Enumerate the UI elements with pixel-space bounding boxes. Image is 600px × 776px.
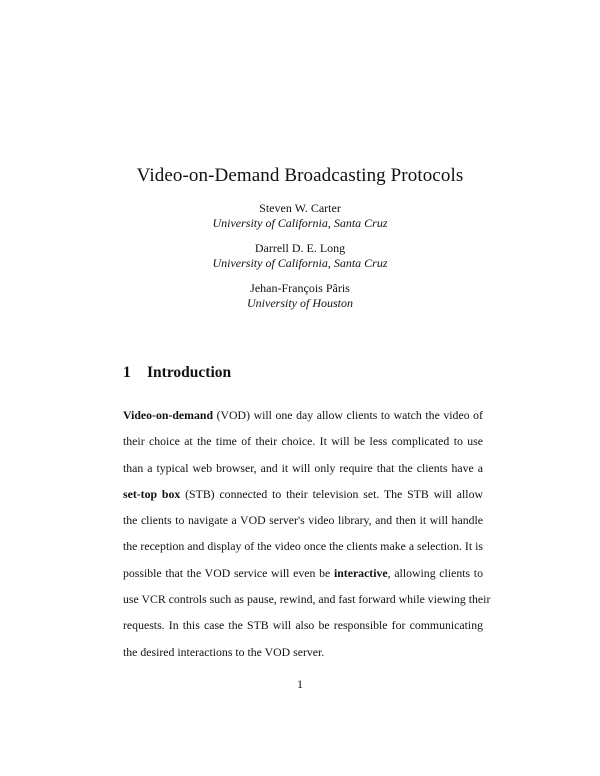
- author-block: [0, 241, 600, 271]
- bold-term: set-top box: [123, 486, 181, 501]
- line-text: their choice at the time of their choice. It will be less complicated to use: [123, 434, 483, 449]
- line-text: (STB) connected to their television set. The STB will allow: [180, 486, 483, 501]
- paper-title: Video-on-Demand Broadcasting Protocols: [136, 165, 464, 186]
- line-text: the clients to navigate a VOD server's video library, and then it will handle: [123, 513, 483, 528]
- line-text: (VOD) will one day allow clients to watch the video of: [213, 408, 483, 422]
- paragraph-line: [123, 560, 483, 586]
- paragraph-line: [123, 639, 483, 665]
- author-name: Darrell D. E. Long: [254, 241, 346, 255]
- paragraph-line: [123, 481, 483, 507]
- section-heading: [123, 364, 231, 382]
- author-affiliation: University of California, Santa Cruz: [212, 216, 388, 230]
- author-block: [0, 281, 600, 311]
- line-text: use VCR controls such as pause, rewind, and fast forward while viewing their: [123, 592, 491, 607]
- line-text: the desired interactions to the VOD server.: [123, 644, 325, 659]
- paragraph-line: [123, 507, 483, 533]
- section-number: 1: [123, 364, 131, 381]
- intro-paragraph: [123, 402, 491, 665]
- bold-term: Video-on-demand: [123, 408, 214, 422]
- paragraph-line: [123, 586, 491, 612]
- paragraph-line: [123, 533, 483, 559]
- bold-term: interactive: [333, 565, 388, 580]
- author-affiliation: University of California, Santa Cruz: [212, 256, 388, 270]
- author-name: Jehan-François Pâris: [250, 281, 350, 295]
- author-block: [0, 201, 600, 231]
- line-text: , allowing clients to: [387, 565, 483, 580]
- section-title: Introduction: [147, 364, 232, 381]
- paragraph-line: [123, 612, 483, 638]
- paragraph-line: [123, 402, 483, 428]
- author-name: Steven W. Carter: [259, 201, 341, 215]
- paragraph-line: [123, 428, 483, 454]
- author-affiliation: University of Houston: [247, 296, 353, 310]
- paragraph-line: [123, 455, 483, 481]
- line-text: possible that the VOD service will even be: [123, 565, 334, 580]
- line-text: than a typical web browser, and it will only require that the clients have a: [123, 460, 483, 475]
- line-text: requests. In this case the STB will also be responsible for communicating: [123, 618, 483, 633]
- line-text: the reception and display of the video once the clients make a selection. It is: [123, 539, 483, 554]
- page-number: 1: [297, 677, 303, 691]
